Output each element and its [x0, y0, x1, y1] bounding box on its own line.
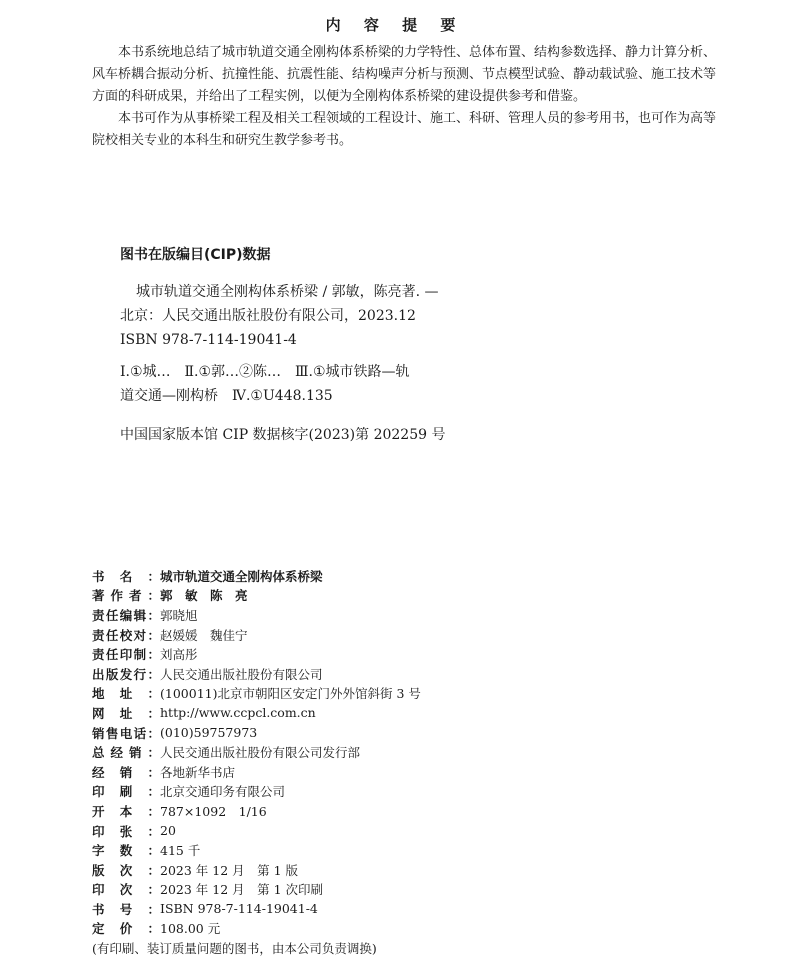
colophon-label-char: 字	[92, 843, 105, 859]
colophon-row	[92, 566, 692, 586]
colophon-label-char: 制	[133, 647, 147, 663]
colophon-row	[92, 880, 692, 900]
colophon-value: 108.00 元	[160, 921, 221, 937]
colophon-colon: ：	[147, 764, 160, 780]
colophon-value: 人民交通出版社股份有限公司发行部	[160, 745, 361, 761]
colophon-label-char: 印	[92, 882, 105, 898]
colophon-row	[92, 664, 692, 684]
colophon-label	[92, 841, 160, 859]
summary-title: 内 容 提 要	[325, 16, 465, 34]
colophon-label-char: 经	[92, 764, 105, 780]
colophon-colon: ：	[147, 725, 160, 741]
colophon-label-char: 对	[133, 627, 147, 643]
colophon-value: 郭 敏 陈 亮	[160, 588, 248, 604]
colophon-value: 赵媛媛 魏佳宁	[160, 627, 248, 643]
colophon-row	[92, 919, 692, 939]
colophon-colon: ：	[147, 862, 160, 878]
colophon-label	[92, 743, 160, 761]
colophon-label	[92, 880, 160, 898]
colophon-label-char: 印	[92, 784, 105, 800]
colophon-colon: ：	[147, 784, 160, 800]
cip-classification	[120, 360, 480, 408]
colophon-value: 城市轨道交通全刚构体系桥梁	[160, 568, 323, 584]
colophon-label	[92, 919, 160, 937]
colophon-label	[92, 782, 160, 800]
colophon-row	[92, 762, 692, 782]
cip-heading: 图书在版编目(CIP)数据	[120, 247, 271, 263]
colophon-label-char: 张	[119, 823, 133, 839]
colophon-label-char: 任	[105, 647, 119, 663]
colophon-row	[92, 860, 692, 880]
colophon-label-char: 发	[119, 666, 133, 682]
colophon-label-char: 印	[92, 823, 105, 839]
colophon-label-char: 出	[92, 666, 105, 682]
colophon-colon: ：	[147, 607, 160, 623]
summary-paragraph: 本书可作为从事桥梁工程及相关工程领域的工程设计、施工、科研、管理人员的参考用书，也可作为高等院校相关专业的本科生和研究生教学参考书。	[92, 111, 717, 148]
colophon-label	[92, 861, 160, 879]
colophon-label-char: 责	[92, 627, 105, 643]
colophon-colon: ：	[147, 686, 160, 702]
colophon-colon: ：	[147, 627, 160, 643]
colophon-label-char: 校	[119, 627, 133, 643]
colophon-value: 各地新华书店	[160, 764, 236, 780]
colophon-label-char: 编	[119, 607, 133, 623]
colophon-row	[92, 703, 692, 723]
colophon-row	[92, 644, 692, 664]
colophon-label-char: 著	[92, 588, 105, 604]
colophon-row	[92, 782, 692, 802]
colophon-label-char: 版	[92, 862, 105, 878]
summary-block	[92, 42, 716, 152]
colophon-label-char: 者	[128, 588, 142, 604]
colophon-value: 415 千	[160, 843, 201, 859]
colophon-value: 787×1092 1/16	[160, 803, 267, 819]
colophon-label-char: 次	[119, 882, 133, 898]
colophon-row	[92, 684, 692, 704]
colophon-row	[92, 586, 692, 606]
colophon-value: ISBN 978-7-114-19041-4	[160, 901, 318, 917]
colophon-label-char: 责	[92, 647, 105, 663]
colophon-colon: ：	[147, 568, 160, 584]
colophon-label-char: 经	[110, 745, 123, 761]
quality-notice: (有印刷、装订质量问题的图书，由本公司负责调换)	[92, 941, 377, 957]
colophon-label-char: 名	[119, 568, 133, 584]
colophon-label-char: 刷	[119, 784, 133, 800]
colophon-value: 刘高彤	[160, 647, 198, 663]
colophon-value: 北京交通印务有限公司	[160, 784, 286, 800]
colophon-row	[92, 801, 692, 821]
colophon-label-char: 号	[119, 901, 133, 917]
cip-line: ISBN 978-7-114-19041-4	[120, 332, 297, 348]
colophon-label	[92, 645, 160, 663]
colophon-value: 2023 年 12 月 第 1 版	[160, 862, 299, 878]
cip-line: 道交通—刚构桥 Ⅳ.①U448.135	[120, 388, 333, 404]
colophon-label	[92, 606, 160, 624]
colophon-value: (010)59757973	[160, 725, 258, 741]
colophon-value: (100011)北京市朝阳区安定门外外馆斜街 3 号	[160, 686, 421, 702]
colophon-label-char: 行	[133, 666, 147, 682]
colophon-label-char: 话	[133, 725, 147, 741]
colophon-label-char: 任	[105, 607, 119, 623]
colophon-label-char: 网	[92, 705, 105, 721]
summary-paragraph: 本书系统地总结了城市轨道交通全刚构体系桥梁的力学特性、总体布置、结构参数选择、静力计算分析、风车桥耦合振动分析、抗撞性能、抗震性能、结构噪声分析与预测、节点模型试验、静动载试验、施工技术等方面的科研成果，并给出了工程实例，以便为全刚构体系桥梁的建设提供参考和借鉴。	[92, 45, 717, 104]
colophon-value: http://www.ccpcl.com.cn	[160, 705, 316, 721]
colophon-label-char: 开	[92, 803, 105, 819]
colophon-colon: ：	[147, 705, 160, 721]
colophon-colon: ：	[147, 843, 160, 859]
colophon-label-char: 书	[92, 901, 105, 917]
colophon-label-char: 地	[92, 686, 105, 702]
colophon-label-char: 任	[105, 627, 119, 643]
colophon-row	[92, 605, 692, 625]
colophon-row	[92, 723, 692, 743]
colophon-row	[92, 899, 692, 919]
colophon-label-char: 电	[119, 725, 133, 741]
colophon-label-char: 责	[92, 607, 105, 623]
colophon-colon: ：	[147, 666, 160, 682]
colophon-row	[92, 625, 692, 645]
cip-line: 北京：人民交通出版社股份有限公司，2023.12	[120, 308, 416, 324]
colophon-colon: ：	[147, 803, 160, 819]
colophon-label	[92, 900, 160, 918]
cip-citation	[120, 280, 480, 352]
colophon-label-char: 址	[119, 686, 133, 702]
colophon-label-char: 销	[92, 725, 105, 741]
colophon-label	[92, 567, 160, 585]
colophon-label-char: 本	[119, 803, 133, 819]
colophon-label-char: 数	[119, 843, 133, 859]
colophon-value: 郭晓旭	[160, 607, 198, 623]
colophon-label-char: 址	[119, 705, 133, 721]
colophon-label-char: 辑	[133, 607, 147, 623]
colophon-label-char: 作	[110, 588, 123, 604]
colophon-label	[92, 763, 160, 781]
colophon-label	[92, 802, 160, 820]
colophon-value: 20	[160, 823, 176, 839]
colophon-label-char: 销	[128, 745, 142, 761]
colophon-label	[92, 586, 160, 604]
colophon-row	[92, 742, 692, 762]
colophon-label-char: 印	[119, 647, 133, 663]
colophon-label-char: 总	[92, 745, 105, 761]
colophon-label	[92, 822, 160, 840]
colophon-label-char: 定	[92, 921, 105, 937]
cip-line: 中国国家版本馆 CIP 数据核字(2023)第 202259 号	[120, 427, 446, 443]
colophon-value: 人民交通出版社股份有限公司	[160, 666, 323, 682]
colophon-label	[92, 684, 160, 702]
colophon-label-char: 次	[119, 862, 133, 878]
colophon-value: 2023 年 12 月 第 1 次印刷	[160, 882, 324, 898]
cip-record	[120, 423, 480, 447]
colophon-label-char: 销	[119, 764, 133, 780]
colophon-colon: ：	[147, 882, 160, 898]
colophon-label-char: 价	[119, 921, 133, 937]
colophon-colon: ：	[147, 823, 160, 839]
colophon-label	[92, 724, 160, 742]
colophon-label	[92, 704, 160, 722]
colophon-label	[92, 626, 160, 644]
colophon-label-char: 书	[92, 568, 105, 584]
colophon-colon: ：	[147, 901, 160, 917]
colophon-row	[92, 840, 692, 860]
colophon-colon: ：	[147, 921, 160, 937]
colophon-label-char: 售	[105, 725, 119, 741]
colophon	[92, 566, 692, 958]
colophon-colon: ：	[147, 588, 160, 604]
cip-line: 城市轨道交通全刚构体系桥梁 / 郭敏，陈亮著. —	[136, 284, 439, 300]
colophon-label-char: 版	[105, 666, 119, 682]
cip-line: Ⅰ.①城… Ⅱ.①郭…②陈… Ⅲ.①城市铁路—轨	[120, 364, 410, 380]
colophon-label	[92, 665, 160, 683]
colophon-colon: ：	[147, 745, 160, 761]
colophon-colon: ：	[147, 647, 160, 663]
colophon-row	[92, 821, 692, 841]
